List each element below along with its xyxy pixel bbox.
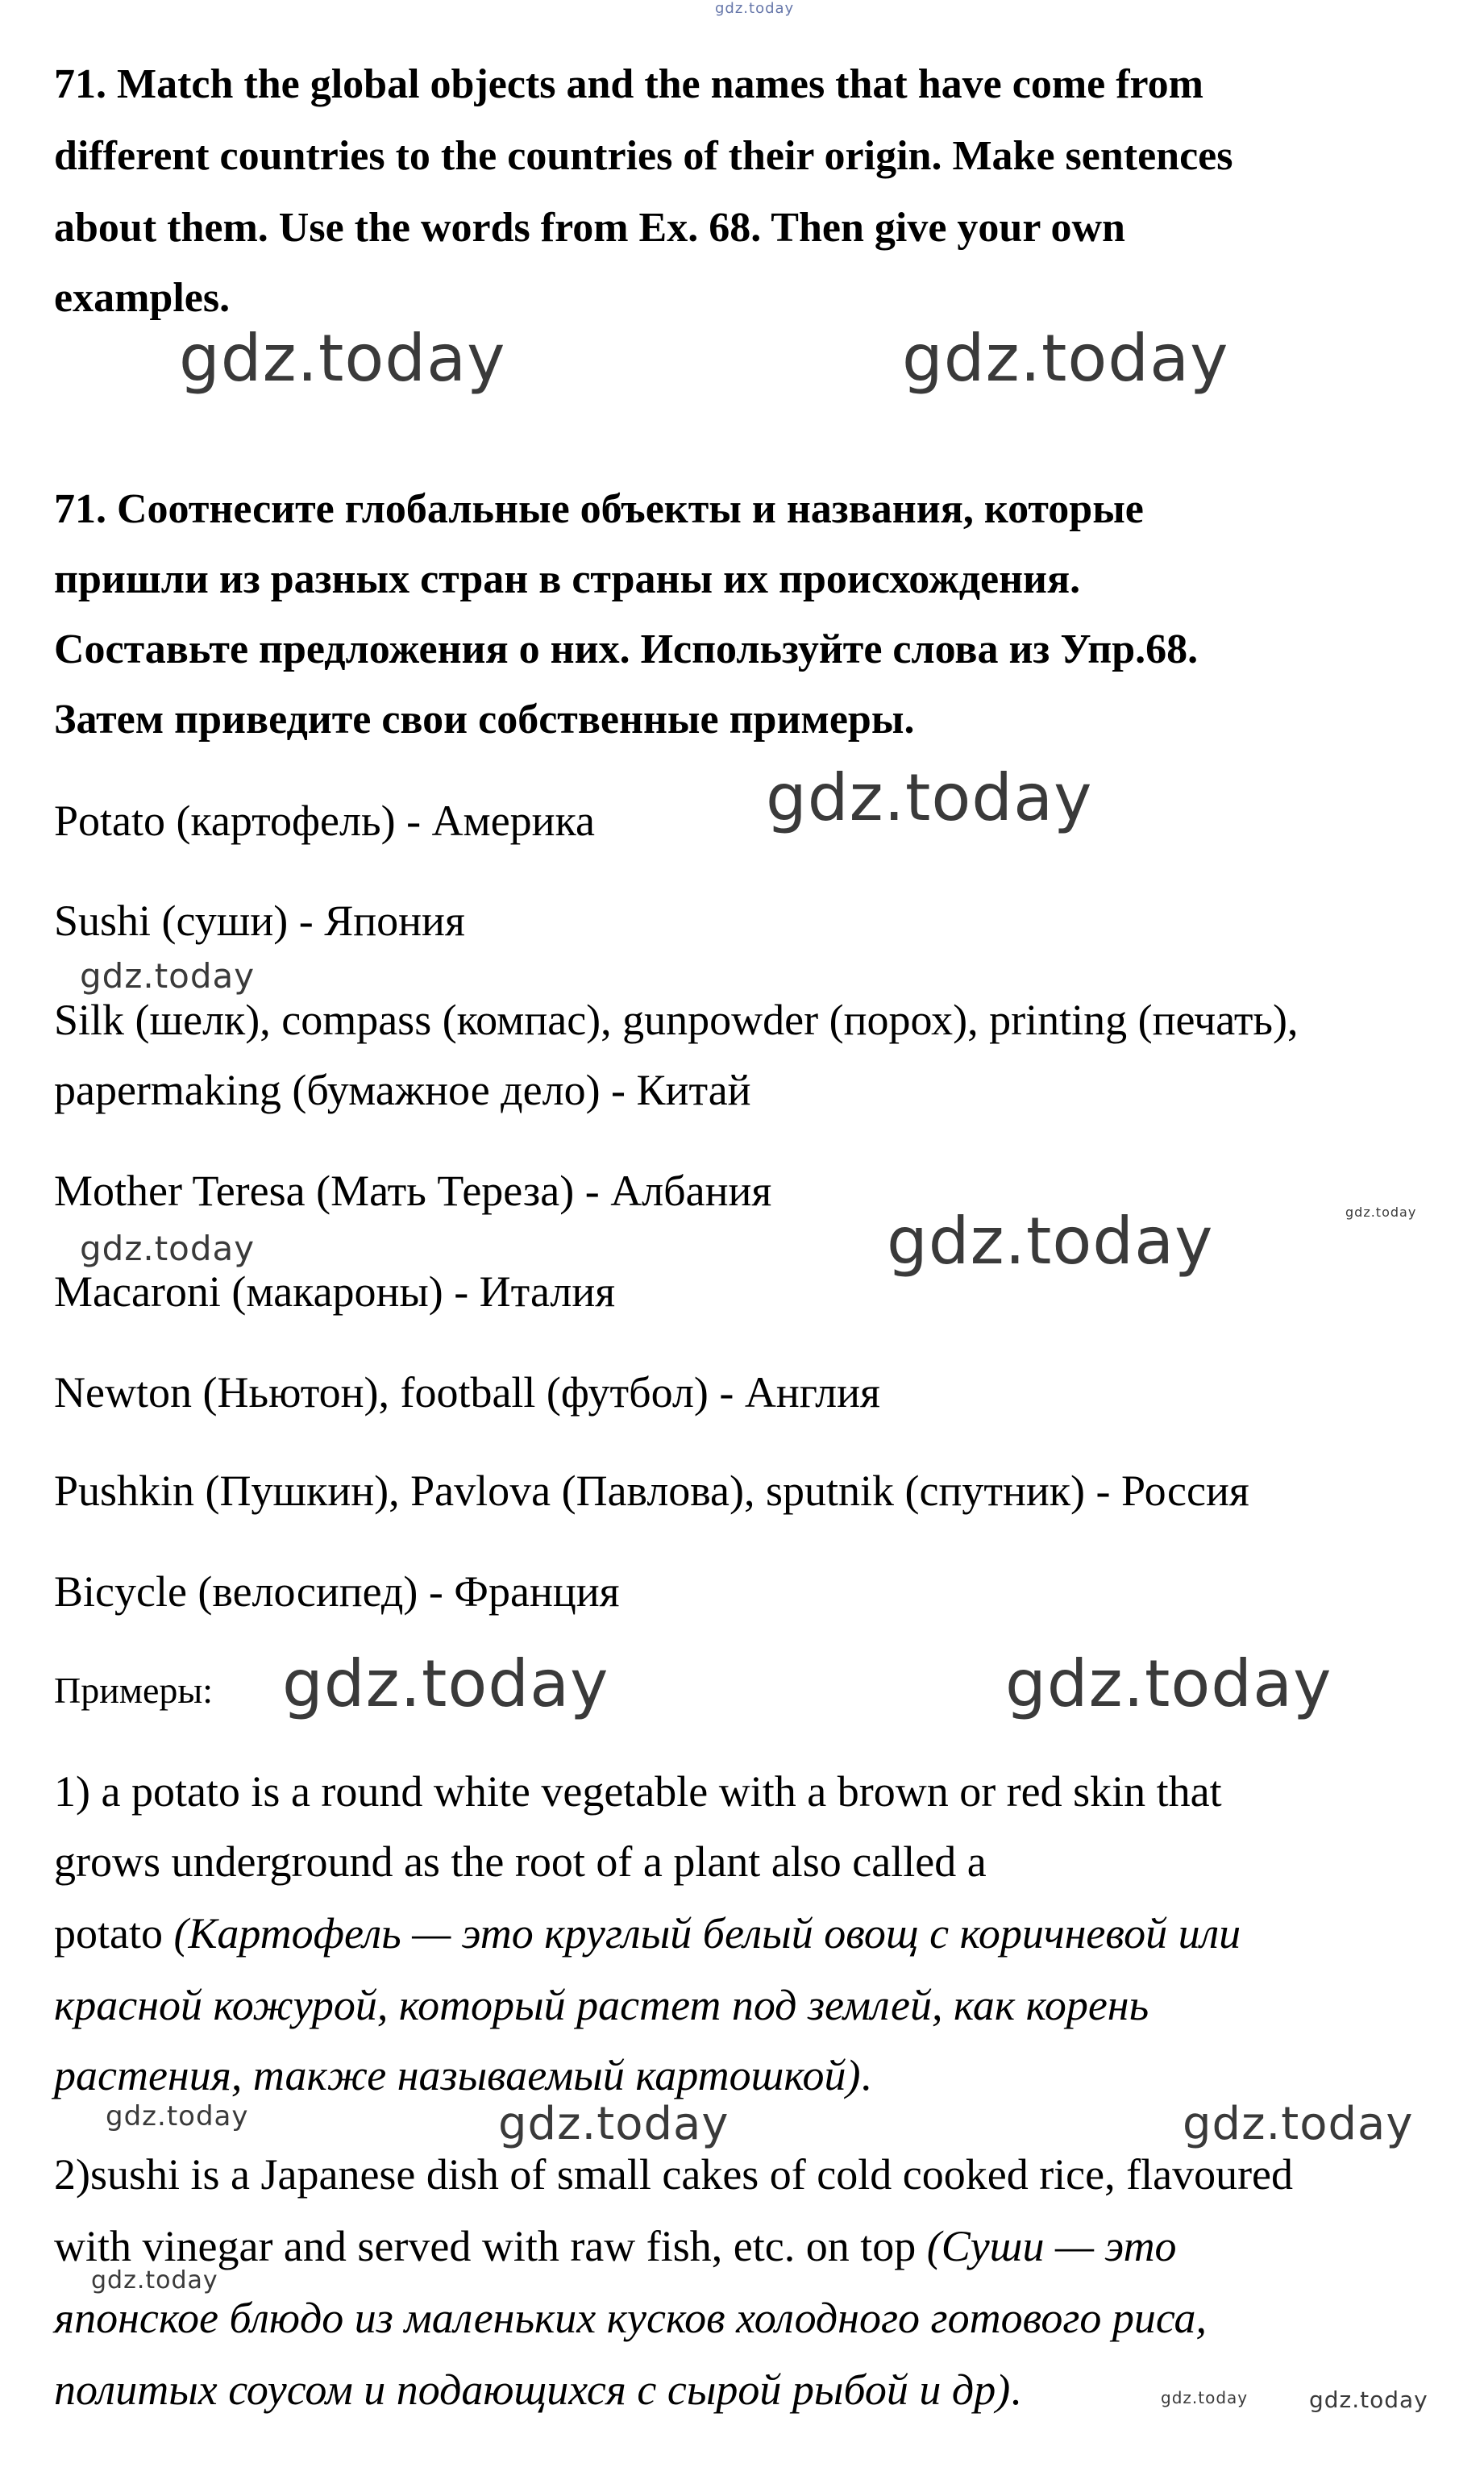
watermark: gdz.today [715,0,795,17]
watermark: gdz.today [1005,1646,1332,1721]
match-line: Pushkin (Пушкин), Pavlova (Павлова), sputnik (спутник) - Россия [54,1467,1249,1515]
example-line [54,2365,1021,2414]
example-translation: (Суши — это [926,2222,1177,2270]
example-en: with vinegar and served with raw fish, etc. on top [54,2222,927,2270]
match-line: Newton (Ньютон), football (футбол) - Англия [54,1368,880,1417]
period: . [1010,2365,1021,2414]
heading-line: different countries to the countries of their origin. Make sentences [54,133,1233,179]
watermark: gdz.today [766,760,1093,835]
example-line: 2)sushi is a Japanese dish of small cakes of cold cooked rice, flavoured [54,2150,1294,2199]
heading-line: 71. Match the global objects and the names that have come from [54,61,1203,107]
match-line: Mother Teresa (Мать Тереза) - Албания [54,1167,772,1215]
heading-line: Составьте предложения о них. Используйте слова из Упр.68. [54,626,1199,672]
example-translation: растения, также называемый картошкой) [54,2051,861,2099]
watermark: gdz.today [91,2266,218,2295]
example-en: potato [54,1909,174,1958]
watermark: gdz.today [498,2098,730,2150]
watermark: gdz.today [1183,2098,1414,2150]
watermark: gdz.today [1161,2388,1249,2407]
match-line: papermaking (бумажное дело) - Китай [54,1066,751,1114]
heading-line: examples. [54,275,231,321]
example-translation: красной кожурой, который растет под землей, как корень [54,1981,1149,2029]
watermark: gdz.today [80,1229,256,1268]
example-line [54,2051,871,2099]
watermark: gdz.today [902,321,1229,396]
match-line: Silk (шелк), compass (компас), gunpowder (порох), printing (печать), [54,996,1299,1044]
period: . [860,2051,872,2099]
example-line: 1) a potato is a round white vegetable with a brown or red skin that [54,1767,1222,1816]
watermark: gdz.today [179,321,506,396]
heading-line: Затем приведите свои собственные примеры. [54,697,915,743]
match-line: Macaroni (макароны) - Италия [54,1267,616,1316]
match-line: Sushi (суши) - Япония [54,897,465,945]
watermark: gdz.today [106,2100,249,2132]
match-line: Bicycle (велосипед) - Франция [54,1567,620,1616]
watermark: gdz.today [887,1204,1214,1279]
heading-line: about them. Use the words from Ex. 68. Then give your own [54,205,1125,251]
match-line: Potato (картофель) - Америка [54,797,595,845]
example-line: grows underground as the root of a plant also called a [54,1837,987,1886]
heading-line: 71. Соотнесите глобальные объекты и названия, которые [54,486,1144,532]
watermark: gdz.today [80,956,256,996]
watermark: gdz.today [1309,2386,1428,2413]
heading-line: пришли из разных стран в страны их происхождения. [54,556,1081,602]
examples-label: Примеры: [54,1670,214,1711]
example-translation: политых соусом и подающихся с сырой рыбой и др) [54,2365,1011,2414]
watermark: gdz.today [282,1646,609,1721]
example-line [54,2222,1177,2270]
example-translation: японское блюдо из маленьких кусков холодного готового риса, [54,2294,1207,2342]
watermark: gdz.today [1345,1205,1417,1220]
example-translation: (Картофель — это круглый белый овощ с коричневой или [173,1909,1241,1958]
example-line [54,1909,1241,1958]
